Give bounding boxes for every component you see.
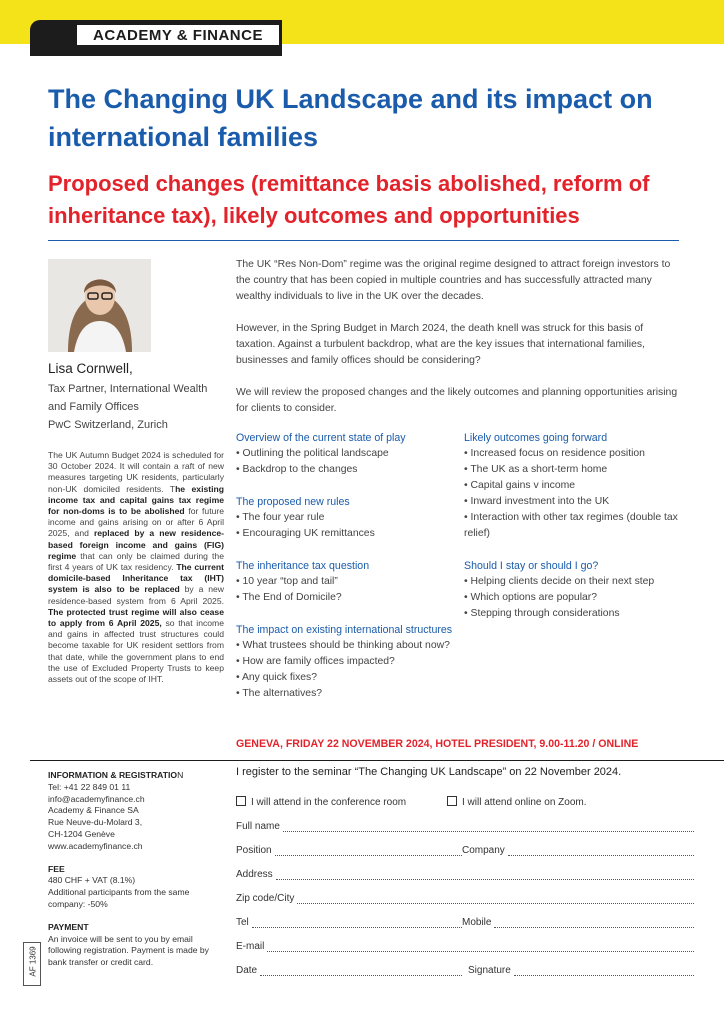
full-name-input[interactable] [283,823,694,832]
info-website-link[interactable]: www.academyfinance.ch [48,840,143,851]
tel-field[interactable]: Tel [236,917,462,928]
program-item: • How are family offices impacted? [236,656,395,667]
program-item: • The four year rule [236,512,325,523]
program-item: • Capital gains v income [464,480,576,491]
program-item: • The End of Domicile? [236,592,342,603]
program-item: • Interaction with other tax regimes (double tax relief) [464,512,678,539]
tel-input[interactable] [252,919,462,928]
program-heading: Overview of the current state of play [236,432,406,444]
page-title: The Changing UK Landscape and its impact on international families [48,84,653,152]
date-input[interactable] [260,967,462,976]
program-item: • Backdrop to the changes [236,464,358,475]
document-code: AF 1369 [23,942,41,986]
program-item: • Encouraging UK remittances [236,528,375,539]
info-heading: INFORMATION & REGISTRATION [48,770,184,780]
info-street: Rue Neuve-du-Molard 3, [48,817,143,828]
program-item: • 10 year “top and tail” [236,576,338,587]
speaker-role-line: and Family Offices [48,401,139,413]
signature-field[interactable]: Signature [468,965,694,976]
option-online-zoom[interactable]: I will attend online on Zoom. [447,796,587,808]
program-item: • Stepping through considerations [464,608,620,619]
program-left-column [236,430,456,702]
address-field[interactable]: Address [236,869,694,880]
info-panel [48,770,218,969]
fee-discount: Additional participants from the same company: -50% [48,887,190,909]
zip-city-field[interactable]: Zip code/City [236,893,694,904]
program-item: • Inward investment into the UK [464,496,610,507]
speaker-role [48,380,228,434]
conference-room-checkbox[interactable] [236,796,246,806]
program-item: • The UK as a short-term home [464,464,608,475]
position-input[interactable] [275,847,462,856]
signature-input[interactable] [514,967,694,976]
info-email-link[interactable]: info@academyfinance.ch [48,793,145,804]
speaker-name: Lisa Cornwell, [48,361,133,376]
online-zoom-checkbox[interactable] [447,796,457,806]
intro-text [236,257,682,433]
option-conference-room[interactable]: I will attend in the conference room [236,796,406,808]
intro-paragraph: We will review the proposed changes and the likely outcomes and planning opportunities arising for clients to consider. [236,387,678,414]
event-details: GENEVA, FRIDAY 22 NOVEMBER 2024, HOTEL PRESIDENT, 9.00-11.20 / ONLINE [236,738,639,750]
program-item: • What trustees should be thinking about now? [236,640,450,651]
zip-city-input[interactable] [297,895,694,904]
payment-text: An invoice will be sent to you by email following registration. Payment is made by bank transfer or credit card. [48,933,209,968]
mobile-field[interactable]: Mobile [462,917,694,928]
program-item: • Helping clients decide on their next step [464,576,655,587]
program-heading: The proposed new rules [236,496,350,508]
program-item: • The alternatives? [236,688,323,699]
fee-heading: FEE [48,863,65,874]
mobile-input[interactable] [494,919,694,928]
email-input[interactable] [267,943,694,952]
company-field[interactable]: Company [462,845,694,856]
intro-paragraph: The UK “Res Non-Dom” regime was the original regime designed to attract foreign investors to the country that has been copied in multiple countries and has successfully attracted many wealthy individuals to live in the UK over the decades. [236,259,671,302]
section-divider [30,760,724,761]
title-divider [48,240,679,241]
speaker-photo [48,259,151,352]
program-item: • Which options are popular? [464,592,598,603]
fee-amount: 480 CHF + VAT (8.1%) [48,875,136,886]
address-input[interactable] [276,871,694,880]
page-subtitle: Proposed changes (remittance basis abolished, reform of inheritance tax), likely outcomes and opportunities [48,171,650,228]
company-input[interactable] [508,847,694,856]
program-heading: The inheritance tax question [236,560,370,572]
info-phone: Tel: +41 22 849 01 11 [48,781,131,792]
program-item: • Increased focus on residence position [464,448,645,459]
program-heading: Likely outcomes going forward [464,432,608,444]
program-item: • Any quick fixes? [236,672,318,683]
program-heading: Should I stay or should I go? [464,560,599,572]
position-field[interactable]: Position [236,845,462,856]
full-name-field[interactable]: Full name [236,821,694,832]
program-item: • Outlining the political landscape [236,448,389,459]
brand-logo: ACADEMY & FINANCE [76,24,280,46]
speaker-role-line: Tax Partner, International Wealth [48,383,208,395]
registration-title: I register to the seminar “The Changing UK Landscape” on 22 November 2024. [236,766,622,778]
speaker-company: PwC Switzerland, Zurich [48,419,168,431]
intro-paragraph: However, in the Spring Budget in March 2024, the death knell was struck for this basis of taxation. Against a turbulent backdrop, what are the key issues that international families, businesses and family offices should be considering? [236,323,645,366]
budget-summary: The UK Autumn Budget 2024 is scheduled for 30 October 2024. It will contain a raft of new measures targeting UK residents, particularly non-UK domiciled residents. The existing income tax and capital gains tax regime for non-doms is to be abolished for future income and gains arising on or after 6 April 2025, and replaced by a new residence-based foreign income and gains (FIG) regime that can only be claimed during the first 4 years of UK tax residency. The current domicile-based Inheritance tax (IHT) system is also to be replaced by a new residence-based system from 6 April 2025. The protected trust regime will also cease to apply from 6 April 2025, so that income and gains in affected trust structures could become taxable for UK resident settlors from that date, while the government plans to end the use of Excluded Property Trusts to keep assets out of the scope of IHT. [48,450,225,685]
email-field[interactable]: E-mail [236,941,694,952]
date-field[interactable]: Date [236,965,462,976]
payment-heading: PAYMENT [48,921,89,932]
program-heading: The impact on existing international structures [236,624,453,636]
info-company: Academy & Finance SA [48,805,139,816]
program-right-column [464,430,684,622]
info-city: CH-1204 Genève [48,828,115,839]
